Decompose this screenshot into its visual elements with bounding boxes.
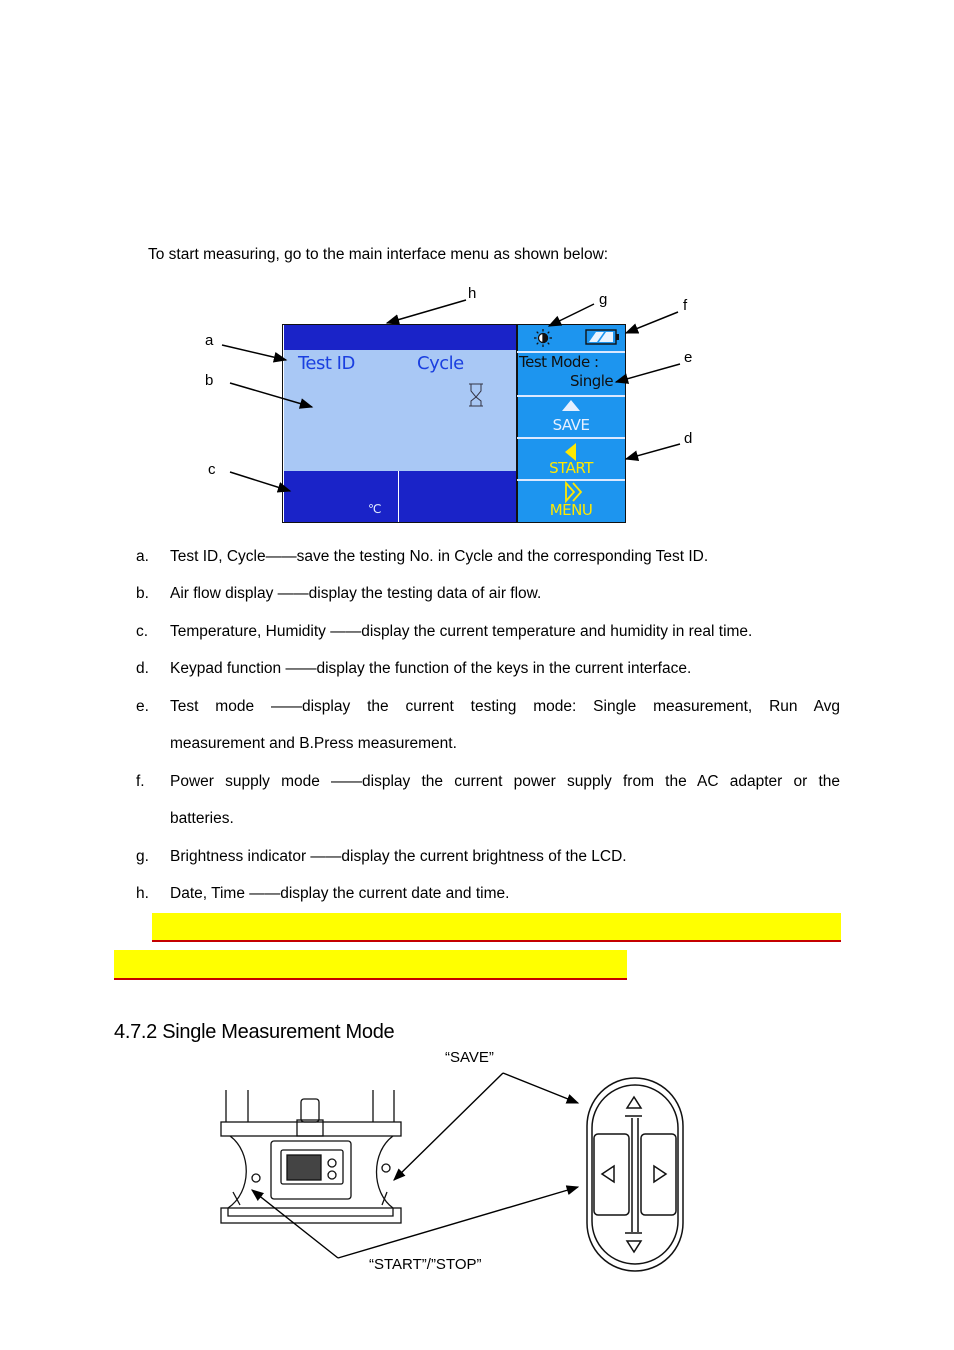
save-caption: “SAVE” [445, 1049, 494, 1066]
double-right-arrow-icon [566, 483, 581, 501]
list-letter: b. [136, 585, 149, 602]
list-letter: d. [136, 660, 149, 677]
highlight-bar [114, 950, 627, 980]
callout-line-a [222, 345, 286, 360]
list-text: Date, Time ——display the current date and time. [170, 885, 510, 902]
list-text: Temperature, Humidity ——display the current temperature and humidity in real time. [170, 623, 753, 640]
callout-line-d [626, 444, 680, 459]
callout-g: g [599, 291, 608, 308]
list-text: Power supply mode ——display the current power supply from the AC adapter or the [170, 773, 840, 790]
device-drawing-icon [221, 1090, 401, 1223]
up-arrow-icon [627, 1097, 641, 1108]
right-arrow-icon [654, 1166, 666, 1182]
save-arrow-line [503, 1073, 578, 1103]
callout-line-g [549, 304, 594, 326]
start-stop-arrow-line [252, 1190, 338, 1258]
callout-e: e [684, 349, 693, 366]
callout-line-c [230, 472, 290, 491]
list-text: batteries. [170, 810, 234, 827]
highlight-bar [152, 913, 841, 942]
left-arrow-icon [602, 1166, 614, 1182]
cycle-label: Cycle [417, 353, 464, 374]
list-text: Air flow display ——display the testing data of air flow. [170, 585, 542, 602]
list-letter: c. [136, 623, 149, 640]
list-text: Test ID, Cycle——save the testing No. in Cycle and the corresponding Test ID. [170, 548, 709, 565]
save-key-label: SAVE [552, 416, 590, 434]
callout-line-f [626, 312, 678, 333]
list-letter: h. [136, 885, 149, 902]
down-arrow-icon [627, 1241, 641, 1252]
callout-b: b [205, 372, 214, 389]
up-triangle-icon [562, 400, 580, 411]
keypad-drawing-icon [587, 1078, 683, 1271]
callout-c: c [208, 461, 216, 478]
callout-f: f [683, 297, 688, 314]
callout-d: d [684, 430, 693, 447]
list-text: Keypad function ——display the function of the keys in the current interface. [170, 660, 692, 677]
brightness-icon [534, 329, 552, 347]
test-mode-label: Test Mode : [519, 353, 599, 371]
list-text: measurement and B.Press measurement. [170, 735, 457, 752]
left-triangle-icon [565, 443, 576, 461]
list-text: Test mode ——display the current testing mode: Single measurement, Run Avg [170, 698, 840, 715]
list-letter: f. [136, 773, 145, 790]
test-id-label: Test ID [298, 353, 355, 374]
callout-line-e [616, 364, 680, 382]
save-arrow-line [394, 1073, 503, 1180]
list-letter: e. [136, 698, 149, 715]
start-stop-caption: “START”/”STOP” [369, 1256, 482, 1273]
list-letter: g. [136, 848, 149, 865]
battery-icon [586, 330, 619, 344]
hourglass-icon [469, 384, 483, 406]
callout-h: h [468, 285, 477, 302]
callout-line-h [387, 300, 466, 323]
callout-a: a [205, 332, 214, 349]
test-mode-value: Single [570, 372, 614, 390]
temperature-unit: ℃ [368, 502, 381, 516]
list-letter: a. [136, 548, 149, 565]
section-heading: 4.7.2 Single Measurement Mode [114, 1021, 395, 1043]
start-key-label: START [549, 459, 593, 477]
intro-text: To start measuring, go to the main interface menu as shown below: [148, 246, 609, 263]
list-text: Brightness indicator ——display the current brightness of the LCD. [170, 848, 627, 865]
menu-key-label: MENU [549, 501, 593, 519]
callout-line-b [230, 383, 312, 407]
